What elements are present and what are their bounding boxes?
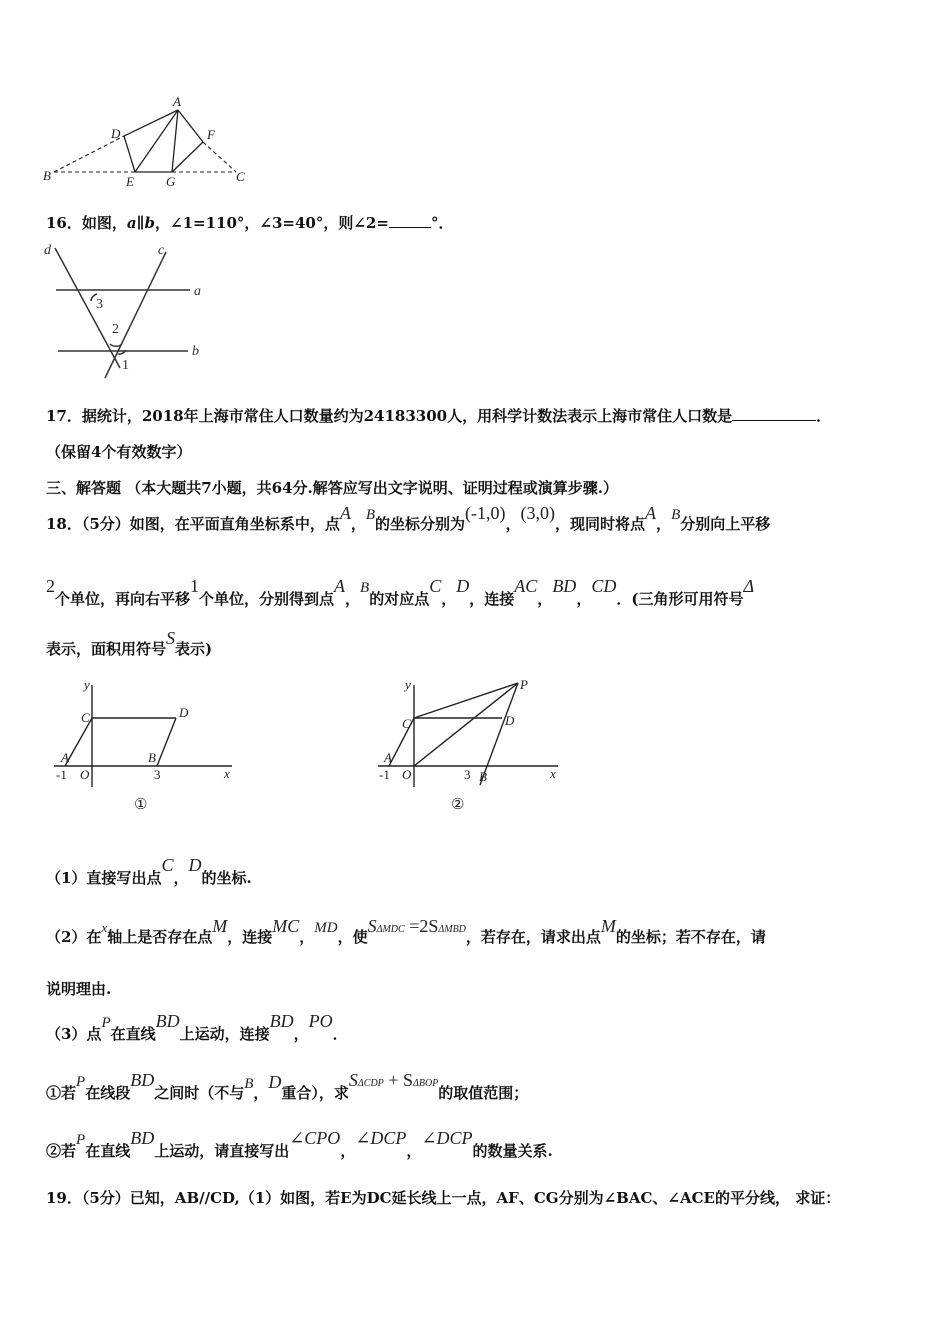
q18-figure-2 — [372, 675, 572, 815]
label-x-axis: x — [224, 766, 230, 781]
figure-1-caption: ① — [134, 797, 148, 813]
answer-blank — [389, 213, 431, 228]
label-B: B — [479, 769, 487, 784]
q16-parallel-lines-figure — [40, 238, 220, 383]
label-G: G — [166, 174, 176, 189]
q18-case2: ②若P在直线BD上运动，请直接写出∠CPO，∠DCP，∠DCP的数量关系. — [46, 1128, 553, 1160]
area-equation: SΔMDC =2SΔMBD — [367, 916, 466, 936]
label-B: B — [148, 750, 156, 765]
q18-intro-line3: 表示，面积用符号S表示) — [46, 628, 213, 658]
q18-part2-line1: （2）在x轴上是否存在点M，连接MC，MD，使SΔMDC =2SΔMBD，若存在，请求出点M的坐标；若不存在，请 — [46, 916, 766, 946]
label-E: E — [126, 174, 134, 189]
label-D: D — [179, 705, 189, 720]
label-A: A — [384, 750, 392, 765]
label-B: B — [43, 168, 51, 183]
section-three-title: 三、解答题 （本大题共7小题，共64分.解答应写出文字说明、证明过程或演算步骤.） — [46, 479, 618, 497]
tick-3: 3 — [464, 767, 471, 782]
label-a: a — [194, 284, 201, 299]
answer-blank — [732, 406, 816, 421]
top-triangle-figure — [40, 92, 260, 192]
label-d: d — [44, 243, 51, 258]
q16-text: 16．如图，a∥b，∠1=110°，∠3=40°，则∠2= °． — [46, 214, 454, 232]
label-origin: O — [80, 767, 90, 782]
label-A: A — [61, 750, 69, 765]
q19-text: 19．（5分）已知，AB//CD,（1）如图，若E为DC延长线上一点，AF、CG分别为∠BAC、∠ACE的平分线， 求证： — [46, 1189, 841, 1207]
label-b: b — [192, 344, 199, 359]
label-D: D — [505, 713, 515, 728]
label-D: D — [111, 126, 121, 141]
label-P: P — [520, 677, 528, 692]
label-C: C — [81, 710, 90, 725]
q18-part3: （3）点P在直线BD上运动，连接BD，PO． — [46, 1011, 348, 1043]
tick-3: 3 — [154, 767, 161, 782]
q18-intro-line2: 2个单位，再向右平移1个单位，分别得到点A，B的对应点C，D，连接AC，BD，CD．(三角形可用符号Δ — [46, 576, 755, 608]
q18-intro-line1: 18．（5分）如图，在平面直角坐标系中，点A，B的坐标分别为(-1,0)，(3,0)，现同时将点A，B分别向上平移 — [46, 503, 771, 533]
q18-part2-line2: 说明理由. — [46, 980, 112, 998]
tick-minus-1: -1 — [379, 767, 390, 782]
label-angle-3: 3 — [96, 297, 103, 312]
label-origin: O — [402, 767, 412, 782]
q18-case1: ①若P在线段BD之间时（不与B，D重合），求SΔCDP + SΔBOP的取值范围； — [46, 1070, 529, 1102]
label-x-axis: x — [550, 766, 556, 781]
q17-line1: 17．据统计，2018年上海市常住人口数量约为24183300人，用科学计数法表示上海市常住人口数是 ． — [46, 407, 832, 425]
label-angle-2: 2 — [112, 322, 119, 337]
label-A: A — [173, 94, 181, 109]
label-angle-1: 1 — [122, 358, 129, 373]
figure-2-caption: ② — [451, 797, 465, 813]
label-y-axis: y — [405, 677, 411, 692]
area-sum-expression: SΔCDP + SΔBOP — [348, 1070, 439, 1090]
q18-figure-1 — [46, 675, 246, 815]
label-C: C — [402, 716, 411, 731]
label-y-axis: y — [84, 677, 90, 692]
q18-part1: （1）直接写出点C，D的坐标. — [46, 855, 252, 887]
label-F: F — [207, 127, 215, 142]
tick-minus-1: -1 — [56, 767, 67, 782]
label-c: c — [158, 243, 165, 258]
q17-line2: （保留4个有效数字） — [46, 443, 192, 461]
label-C: C — [236, 169, 245, 184]
